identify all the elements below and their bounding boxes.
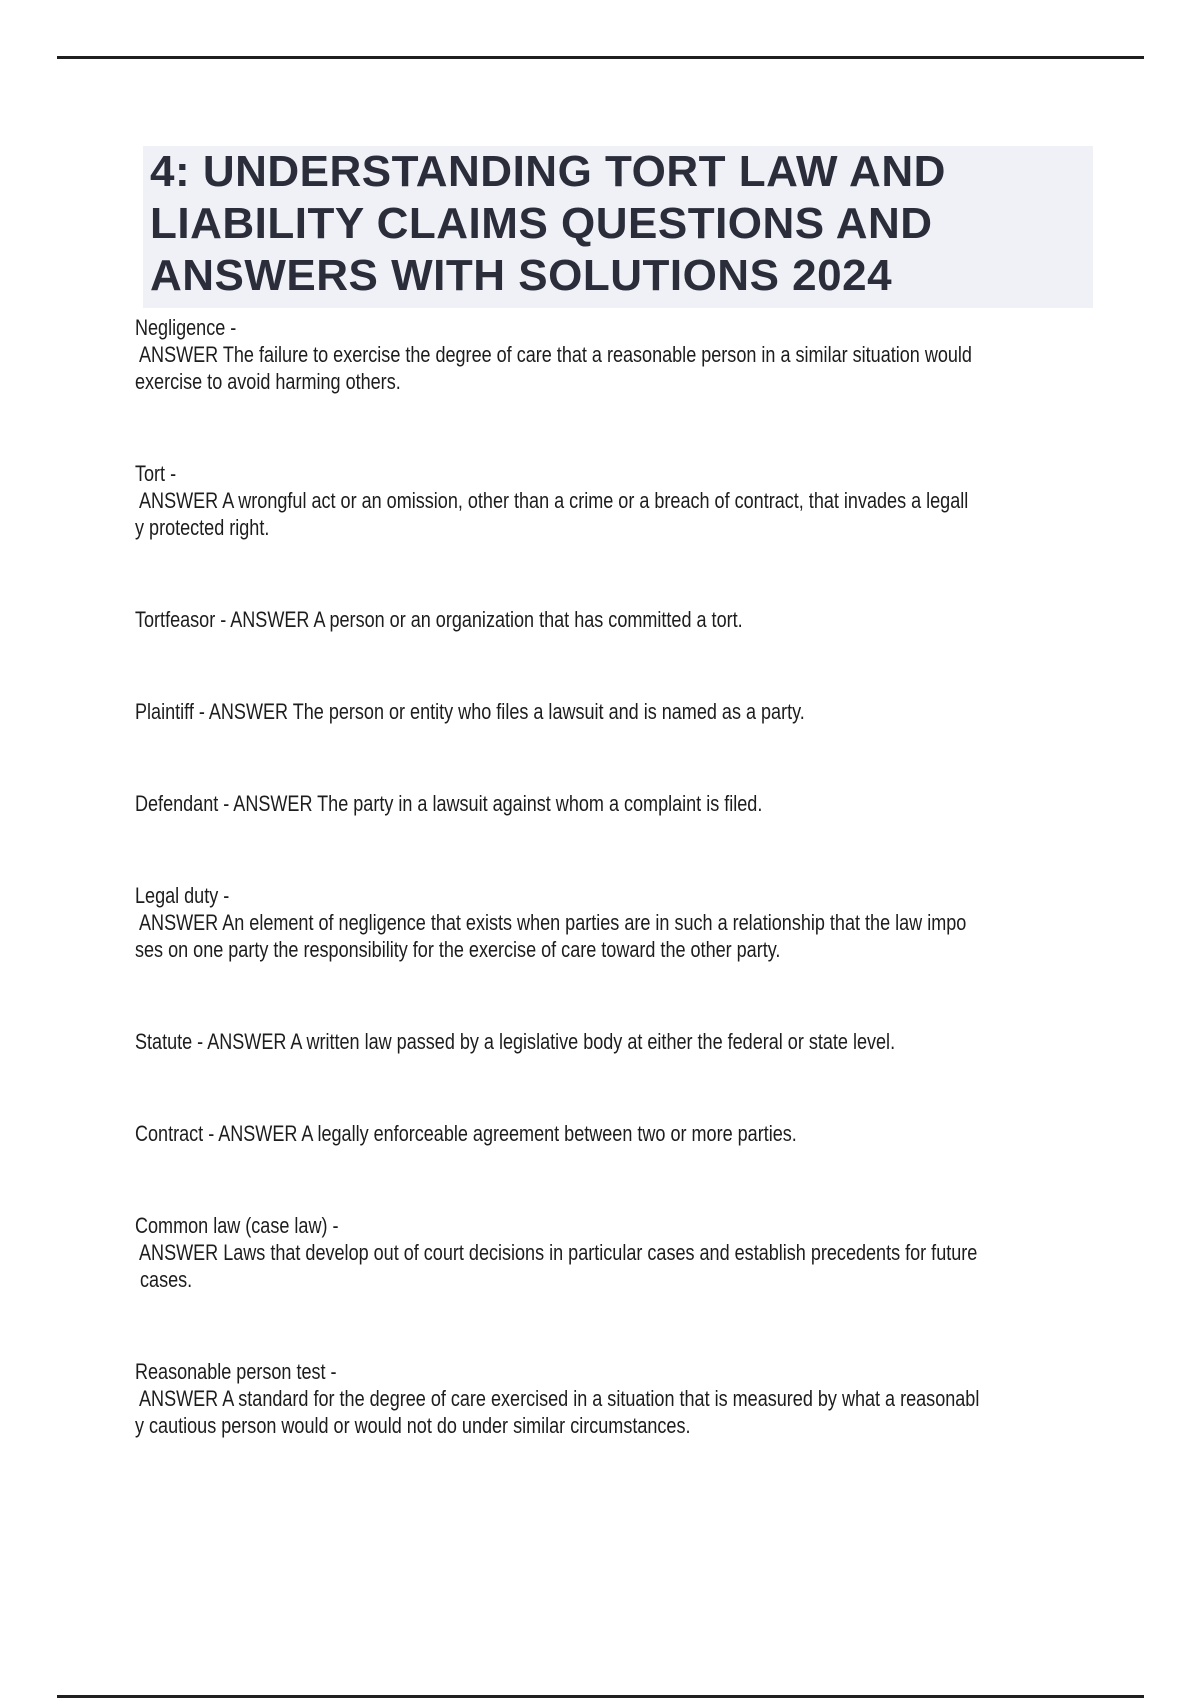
qa-entry-line: ANSWER A wrongful act or an omission, other than a crime or a breach of contract, that invades a legall bbox=[135, 488, 969, 513]
title-line: ANSWERS WITH SOLUTIONS 2024 bbox=[150, 251, 893, 300]
qa-entry bbox=[135, 790, 1119, 817]
qa-entry-line: ses on one party the responsibility for the exercise of care toward the other party. bbox=[135, 937, 781, 962]
qa-entry-line: Legal duty - bbox=[135, 883, 230, 908]
bottom-divider-rule bbox=[57, 1695, 1144, 1698]
qa-entry-line: ANSWER An element of negligence that exists when parties are in such a relationship that the law impo bbox=[135, 910, 967, 935]
qa-list bbox=[135, 314, 1119, 1504]
qa-entry-line: Reasonable person test - bbox=[135, 1359, 337, 1384]
qa-entry bbox=[135, 882, 1119, 963]
title-line: LIABILITY CLAIMS QUESTIONS AND bbox=[150, 199, 933, 248]
qa-entry-line: ANSWER The failure to exercise the degree of care that a reasonable person in a similar situation would bbox=[135, 342, 972, 367]
qa-entry-line: Plaintiff - ANSWER The person or entity who files a lawsuit and is named as a party. bbox=[135, 699, 805, 724]
qa-entry-line: cases. bbox=[135, 1267, 193, 1292]
top-divider-rule bbox=[57, 56, 1144, 59]
qa-entry bbox=[135, 1212, 1119, 1293]
qa-entry bbox=[135, 314, 1119, 395]
qa-entry-line: exercise to avoid harming others. bbox=[135, 369, 401, 394]
qa-entry-line: Tortfeasor - ANSWER A person or an organization that has committed a tort. bbox=[135, 607, 743, 632]
page-title bbox=[143, 146, 1093, 308]
qa-entry-line: Common law (case law) - bbox=[135, 1213, 339, 1238]
title-line: 4: UNDERSTANDING TORT LAW AND bbox=[150, 147, 946, 196]
qa-entry-line: ANSWER Laws that develop out of court decisions in particular cases and establish precedents for future bbox=[135, 1240, 978, 1265]
qa-entry-line: Defendant - ANSWER The party in a lawsuit against whom a complaint is filed. bbox=[135, 791, 763, 816]
qa-entry bbox=[135, 460, 1119, 541]
qa-entry-line: Statute - ANSWER A written law passed by a legislative body at either the federal or state level. bbox=[135, 1029, 896, 1054]
qa-entry-line: ANSWER A standard for the degree of care exercised in a situation that is measured by what a reasonabl bbox=[135, 1386, 980, 1411]
qa-entry-line: y protected right. bbox=[135, 515, 270, 540]
qa-entry-line: Contract - ANSWER A legally enforceable agreement between two or more parties. bbox=[135, 1121, 797, 1146]
qa-entry bbox=[135, 698, 1119, 725]
qa-entry bbox=[135, 1028, 1119, 1055]
qa-entry bbox=[135, 1120, 1119, 1147]
qa-entry bbox=[135, 606, 1119, 633]
qa-entry-line: y cautious person would or would not do under similar circumstances. bbox=[135, 1413, 691, 1438]
qa-entry bbox=[135, 1358, 1119, 1439]
qa-entry-line: Negligence - bbox=[135, 315, 237, 340]
qa-entry-line: Tort - bbox=[135, 461, 177, 486]
